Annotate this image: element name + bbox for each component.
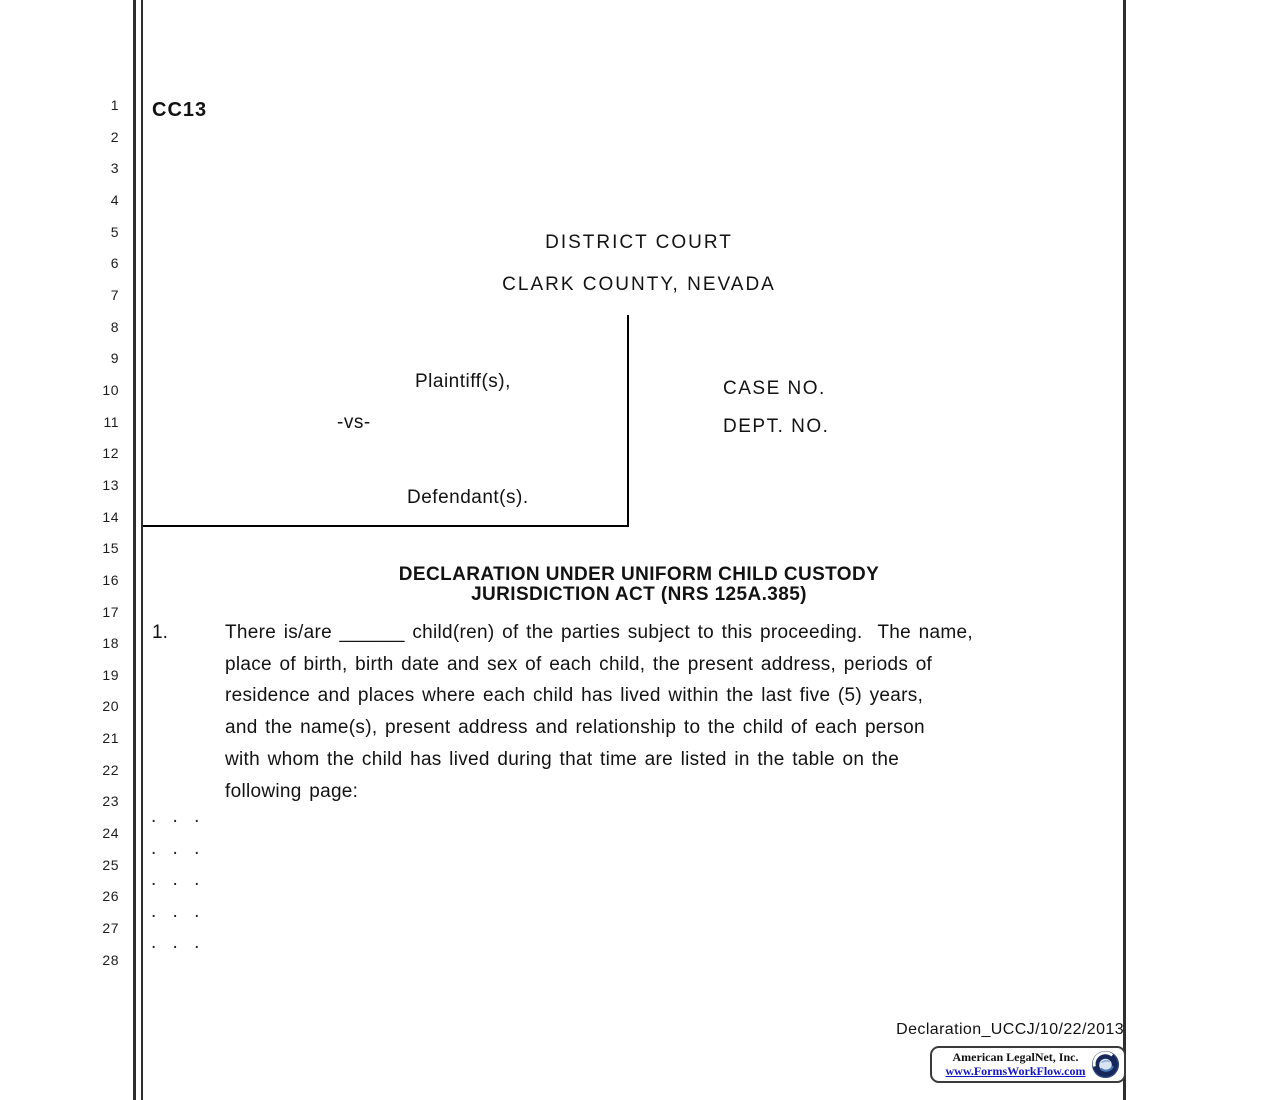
- line-number: 20: [102, 698, 119, 715]
- court-name: DISTRICT COURT: [545, 232, 733, 253]
- defendant-label: Defendant(s).: [407, 487, 529, 508]
- line-number: 8: [110, 318, 119, 335]
- left-margin-rule-inner: [141, 0, 143, 1100]
- line-number: 9: [110, 350, 119, 367]
- line-number: 14: [102, 508, 119, 525]
- ellipsis-block: [151, 806, 199, 964]
- line-number-column: [0, 90, 119, 976]
- line-number: 15: [102, 540, 119, 557]
- ellipsis-row: . . .: [151, 900, 200, 922]
- line-number: 25: [102, 856, 119, 873]
- line-number: 13: [102, 476, 119, 493]
- paragraph-line: following page:: [225, 780, 359, 802]
- line-number: 23: [102, 793, 119, 810]
- line-number: 24: [102, 825, 119, 842]
- case-number-label: CASE NO.: [723, 378, 826, 399]
- document-title: [145, 565, 1133, 605]
- line-number: 18: [102, 635, 119, 652]
- ellipsis-row: . . .: [151, 932, 200, 954]
- ellipsis-row: . . .: [151, 869, 200, 891]
- american-legalnet-globe-logo-icon: [1091, 1050, 1120, 1079]
- american-legalnet-badge: [930, 1046, 1126, 1083]
- paragraph-line: residence and places where each child has lived within the last five (5) years,: [225, 685, 924, 707]
- line-number: 16: [102, 571, 119, 588]
- line-number: 7: [110, 286, 119, 303]
- line-number: 1: [110, 97, 119, 113]
- paragraph-line: and the name(s), present address and relationship to the child of each person: [225, 717, 925, 739]
- line-number: 4: [110, 191, 119, 208]
- line-number: 17: [102, 603, 119, 620]
- line-number: 2: [110, 128, 119, 145]
- american-legalnet-text: [942, 1051, 1089, 1077]
- plaintiff-label: Plaintiff(s),: [415, 371, 511, 392]
- line-number: 12: [102, 445, 119, 462]
- paragraph1-lines: [225, 617, 1130, 807]
- line-number: 19: [102, 666, 119, 683]
- caption-vertical-rule: [627, 315, 629, 527]
- line-number: 27: [102, 920, 119, 937]
- line-number: 10: [102, 381, 119, 398]
- court-county: CLARK COUNTY, NEVADA: [502, 274, 776, 295]
- line-number: 3: [110, 160, 119, 177]
- left-margin-rule-outer: [133, 0, 136, 1100]
- line-number: 21: [102, 730, 119, 747]
- ellipsis-row: . . .: [151, 806, 200, 827]
- footer-filename: Declaration_UCCJ/10/22/2013: [896, 1021, 1124, 1038]
- vendor-url-link[interactable]: www.FormsWorkFlow.com: [945, 1063, 1086, 1078]
- court-header: [145, 232, 1133, 296]
- paragraph-line: with whom the child has lived during that time are listed in the table on the: [225, 748, 900, 770]
- caption-horizontal-rule: [143, 525, 629, 527]
- right-margin-rule: [1123, 0, 1126, 1100]
- document-title-line2: JURISDICTION ACT (NRS 125A.385): [471, 584, 807, 605]
- dept-number-label: DEPT. NO.: [723, 416, 830, 437]
- paragraph-line: place of birth, birth date and sex of each child, the present address, periods of: [225, 653, 933, 675]
- form-code: CC13: [152, 99, 208, 121]
- line-number: 22: [102, 761, 119, 778]
- line-number: 26: [102, 888, 119, 905]
- line-number: 6: [110, 255, 119, 272]
- paragraph1-number: 1.: [152, 622, 168, 643]
- line-number: 5: [110, 223, 119, 240]
- line-number: 11: [103, 413, 119, 430]
- document-title-line1: DECLARATION UNDER UNIFORM CHILD CUSTODY: [398, 564, 880, 585]
- ellipsis-row: . . .: [151, 837, 200, 859]
- paragraph-line: There is/are ______ child(ren) of the parties subject to this proceeding. The name,: [225, 622, 973, 643]
- vendor-name: American LegalNet, Inc.: [952, 1050, 1079, 1065]
- line-number: 28: [102, 951, 119, 968]
- vs-label: -vs-: [337, 412, 371, 433]
